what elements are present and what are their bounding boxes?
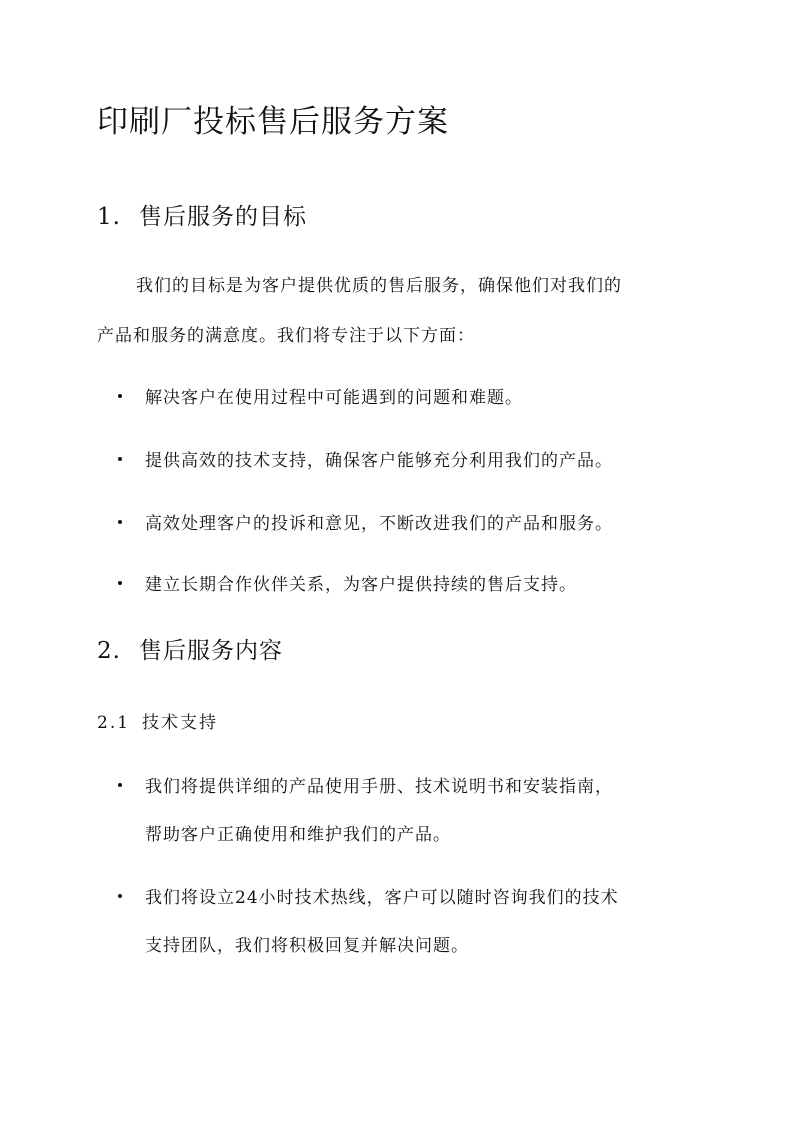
list-item-text-line-2: 支持团队，我们将积极回复并解决问题。 — [145, 936, 469, 956]
section-2-number: 2. — [97, 638, 121, 664]
subsection-2-1-number: 2.1 — [97, 713, 131, 733]
bullet-icon — [118, 581, 122, 585]
bullet-icon — [118, 894, 122, 898]
subsection-2-1-heading — [97, 708, 218, 733]
list-item-text-line-1: 我们将提供详细的产品使用手册、技术说明书和安装指南， — [145, 777, 613, 797]
bullet-icon — [118, 520, 122, 524]
list-item-text: 解决客户在使用过程中可能遇到的问题和难题。 — [145, 388, 523, 408]
list-item-text: 高效处理客户的投诉和意见，不断改进我们的产品和服务。 — [145, 514, 613, 534]
bullet-icon — [118, 783, 122, 787]
section-1-number: 1. — [97, 204, 121, 230]
section-1-heading — [97, 198, 307, 231]
section-2-title: 售后服务内容 — [138, 638, 283, 664]
bullet-icon — [118, 394, 122, 398]
list-item-text-line-1: 我们将设立24小时技术热线，客户可以随时咨询我们的技术 — [145, 888, 619, 908]
list-item-text-line-2: 帮助客户正确使用和维护我们的产品。 — [145, 825, 451, 845]
section-2-heading — [97, 632, 283, 665]
subsection-2-1-title: 技术支持 — [142, 713, 219, 733]
document-title: 印刷厂投标售后服务方案 — [97, 104, 449, 140]
bullet-icon — [118, 457, 122, 461]
section-1-intro-line-2: 产品和服务的满意度。我们将专注于以下方面： — [97, 326, 475, 346]
section-1-intro-line-1: 我们的目标是为客户提供优质的售后服务，确保他们对我们的 — [136, 276, 622, 296]
section-1-title: 售后服务的目标 — [138, 204, 307, 230]
list-item-text: 提供高效的技术支持，确保客户能够充分利用我们的产品。 — [145, 451, 613, 471]
list-item-text: 建立长期合作伙伴关系，为客户提供持续的售后支持。 — [145, 575, 577, 595]
